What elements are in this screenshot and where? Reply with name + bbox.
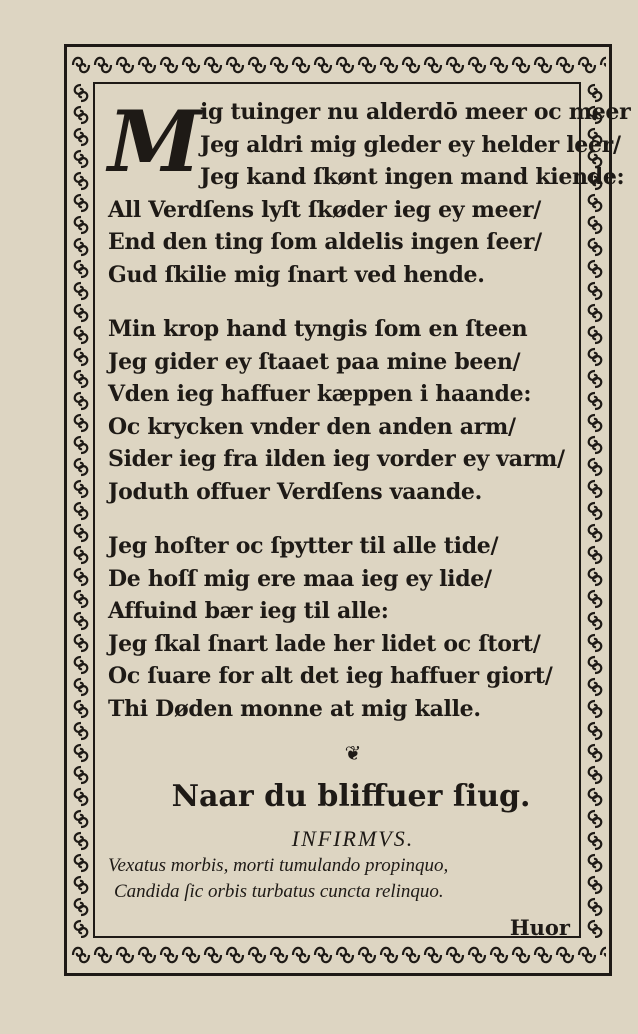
- verse-line: Jeg ſkal ſnart lade her lidet oc ſtort/: [108, 630, 541, 657]
- ornamental-border-left: [70, 82, 92, 938]
- verse-line: Jeg gider ey ſtaaet paa mine been/: [108, 348, 521, 375]
- verse-line: Joduth offuer Verdſens vaande.: [108, 478, 482, 505]
- section-heading: Naar du bliffuer ſiug.: [171, 779, 531, 814]
- stanza-1: [108, 92, 631, 291]
- drop-cap-area: [108, 92, 631, 194]
- latin-subheading: INFIRMVS.: [291, 826, 415, 851]
- verse-line: Affuind bær ieg til alle:: [108, 598, 389, 624]
- verse-line: Jeg kand ſkønt ingen mand kiende:: [200, 164, 625, 190]
- verse-line: Sider ieg fra ilden ieg vorder ey varm/: [108, 446, 565, 472]
- ornamental-border-bottom: [70, 940, 606, 970]
- verse-line: De hoſſ mig ere maa ieg ey lide/: [108, 565, 492, 592]
- catchword: Huor: [509, 915, 570, 940]
- verse-line: All Verdſens lyſt ſkøder ieg ey meer/: [108, 196, 542, 223]
- verse-line: Min krop hand tyngis ſom en ſteen: [108, 316, 528, 342]
- drop-cap-initial: M: [108, 92, 201, 191]
- stanza-3: [108, 530, 578, 725]
- verse-line: Oc ſuare for alt det ieg haffuer giort/: [108, 663, 553, 689]
- verse-line: End den ting ſom aldelis ingen ſeer/: [108, 229, 542, 255]
- verse-line: Jeg hoſter oc ſpytter til alle tide/: [108, 533, 499, 559]
- verse-line: Gud ſkilie mig ſnart ved hende.: [108, 261, 485, 288]
- latin-verse-line: Candida ſic orbis turbatus cuncta relinquo.: [114, 881, 444, 902]
- verse-line: ig tuinger nu alderdō meer oc meer: [200, 99, 631, 125]
- ornamental-border-right: [584, 82, 606, 938]
- verse-line: Jeg aldri mig gleder ey helder leer/: [200, 131, 621, 158]
- verse-line: Vden ieg haffuer kæppen i haande:: [108, 381, 532, 407]
- text-block: [108, 92, 631, 940]
- stanza-2: [108, 313, 578, 508]
- verse-line: Thi Døden monne at mig kalle.: [108, 695, 481, 722]
- verse-line: Oc krycken vnder den anden arm/: [108, 413, 516, 440]
- ornamental-border-top: [70, 50, 606, 80]
- fleuron-icon: ❦: [344, 741, 362, 765]
- latin-verse-line: Vexatus morbis, morti tumulando propinquo,: [108, 855, 449, 876]
